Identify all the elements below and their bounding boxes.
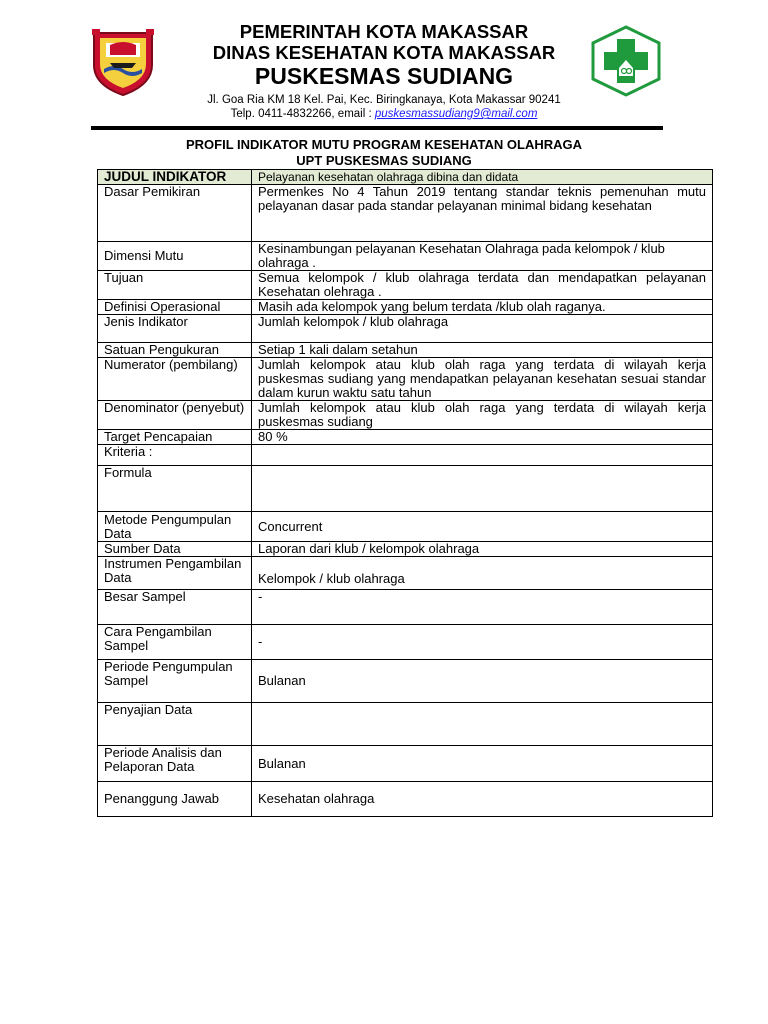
row-value: Semua kelompok / klub olahraga terdata dan mendapatkan pelayanan Kesehatan olehraga . xyxy=(252,271,713,300)
puskesmas-logo-icon xyxy=(588,24,664,98)
table-row xyxy=(98,590,713,625)
table-row xyxy=(98,170,713,185)
row-label: Dasar Pemikiran xyxy=(98,185,252,242)
row-label: Instrumen Pengambilan Data xyxy=(98,557,252,590)
table-row xyxy=(98,315,713,343)
table-row xyxy=(98,430,713,445)
row-value: Masih ada kelompok yang belum terdata /klub olah raganya. xyxy=(252,300,713,315)
row-label: Definisi Operasional xyxy=(98,300,252,315)
row-label: Kriteria : xyxy=(98,445,252,466)
table-row xyxy=(98,466,713,512)
row-value: Setiap 1 kali dalam setahun xyxy=(252,343,713,358)
table-row xyxy=(98,703,713,746)
header-line-3: PUSKESMAS SUDIANG xyxy=(254,63,514,89)
table-row xyxy=(98,660,713,703)
table-row xyxy=(98,746,713,782)
row-value: Jumlah kelompok atau klub olah raga yang terdata di wilayah kerja puskesmas sudiang xyxy=(252,401,713,430)
contact-phone: Telp. 0411-4832266, email : xyxy=(230,108,375,120)
row-value: Bulanan xyxy=(252,660,713,703)
table-row xyxy=(98,782,713,817)
table-row xyxy=(98,625,713,660)
table-row xyxy=(98,242,713,271)
row-label: Penyajian Data xyxy=(98,703,252,746)
row-label: Tujuan xyxy=(98,271,252,300)
row-label: Target Pencapaian xyxy=(98,430,252,445)
row-value: Concurrent xyxy=(252,512,713,542)
table-row xyxy=(98,542,713,557)
email-link[interactable]: puskesmassudiang9@mail.com xyxy=(374,108,538,120)
table-row xyxy=(98,300,713,315)
row-value: Jumlah kelompok atau klub olah raga yang terdata di wilayah kerja puskesmas sudiang yang mendapatkan pelayanan kesehatan sesuai standar dalam kurun waktu satu tahun xyxy=(252,358,713,401)
row-label: Periode Analisis dan Pelaporan Data xyxy=(98,746,252,782)
row-value: Kesinambungan pelayanan Kesehatan Olahraga pada kelompok / klub olahraga . xyxy=(252,242,713,271)
table-row xyxy=(98,343,713,358)
table-row xyxy=(98,271,713,300)
row-label: Periode Pengumpulan Sampel xyxy=(98,660,252,703)
row-label: Denominator (penyebut) xyxy=(98,401,252,430)
row-value: - xyxy=(252,625,713,660)
row-label: Besar Sampel xyxy=(98,590,252,625)
row-value: Kelompok / klub olahraga xyxy=(252,557,713,590)
row-label: Metode Pengumpulan Data xyxy=(98,512,252,542)
row-value xyxy=(252,466,713,512)
row-value: Laporan dari klub / kelompok olahraga xyxy=(252,542,713,557)
row-label: Jenis Indikator xyxy=(98,315,252,343)
row-value: Jumlah kelompok / klub olahraga xyxy=(252,315,713,343)
header-contact xyxy=(0,108,768,120)
row-label: Cara Pengambilan Sampel xyxy=(98,625,252,660)
table-row xyxy=(98,401,713,430)
row-label: Satuan Pengukuran xyxy=(98,343,252,358)
table-row xyxy=(98,185,713,242)
row-value: - xyxy=(252,590,713,625)
row-value: Kesehatan olahraga xyxy=(252,782,713,817)
row-label: Dimensi Mutu xyxy=(98,242,252,271)
row-value: Pelayanan kesehatan olahraga dibina dan didata xyxy=(252,170,713,185)
indicator-table xyxy=(97,169,713,817)
table-row xyxy=(98,358,713,401)
row-label: Penanggung Jawab xyxy=(98,782,252,817)
row-value: 80 % xyxy=(252,430,713,445)
table-row xyxy=(98,512,713,542)
table-row xyxy=(98,557,713,590)
header-address: Jl. Goa Ria KM 18 Kel. Pai, Kec. Biringkanaya, Kota Makassar 90241 xyxy=(207,94,561,106)
header-divider xyxy=(91,126,663,130)
row-label: JUDUL INDIKATOR xyxy=(98,170,252,185)
row-value xyxy=(252,703,713,746)
row-label: Numerator (pembilang) xyxy=(98,358,252,401)
row-value xyxy=(252,445,713,466)
document-title: PROFIL INDIKATOR MUTU PROGRAM KESEHATAN OLAHRAGA xyxy=(185,137,582,152)
header-line-1: PEMERINTAH KOTA MAKASSAR xyxy=(239,21,529,42)
document-subtitle: UPT PUSKESMAS SUDIANG xyxy=(296,153,472,168)
row-value: Bulanan xyxy=(252,746,713,782)
letterhead xyxy=(0,0,768,134)
row-value: Permenkes No 4 Tahun 2019 tentang standar teknis pemenuhan mutu pelayanan dasar pada standar pelayanan minimal bidang kesehatan xyxy=(252,185,713,242)
header-line-2: DINAS KESEHATAN KOTA MAKASSAR xyxy=(212,42,556,63)
row-label: Sumber Data xyxy=(98,542,252,557)
table-row xyxy=(98,445,713,466)
row-label: Formula xyxy=(98,466,252,512)
